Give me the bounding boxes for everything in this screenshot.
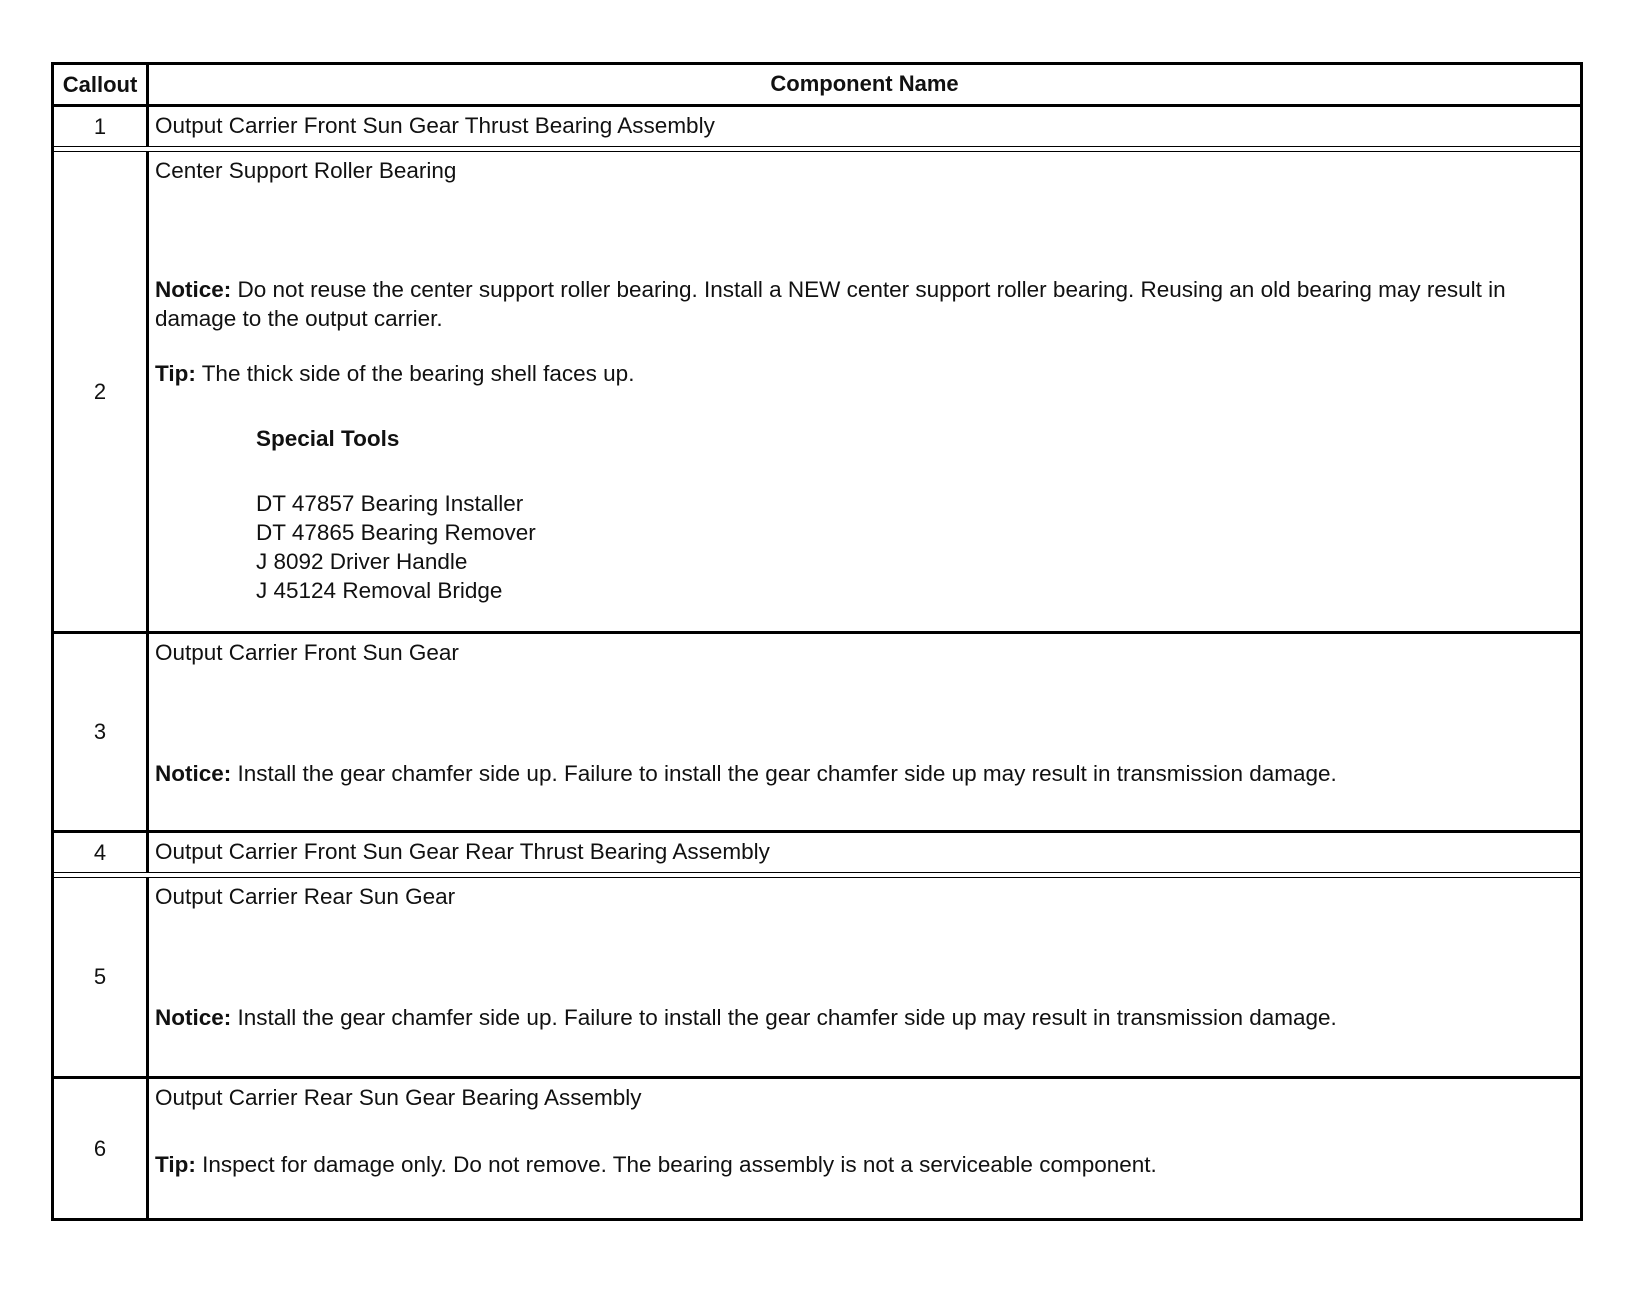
notice-label: Notice: — [155, 1005, 232, 1030]
table-row — [54, 1076, 1580, 1218]
tip-text: The thick side of the bearing shell faces up. — [201, 361, 635, 386]
component-name — [149, 833, 1580, 872]
component-title: Output Carrier Rear Sun Gear Bearing Assembly — [155, 1085, 642, 1110]
callout-number: 5 — [54, 878, 149, 1076]
table-row — [54, 631, 1580, 830]
notice-text: Install the gear chamfer side up. Failure to install the gear chamfer side up may result in transmission damage. — [237, 1005, 1337, 1030]
tip-label: Tip: — [155, 361, 196, 386]
callout-number: 6 — [54, 1079, 149, 1218]
callout-number: 4 — [54, 833, 149, 872]
tool-item: DT 47865 Bearing Remover — [256, 520, 536, 545]
component-title: Output Carrier Front Sun Gear — [155, 640, 459, 665]
table-row — [54, 877, 1580, 1076]
tool-item: J 45124 Removal Bridge — [256, 578, 503, 603]
notice-paragraph — [155, 275, 1570, 333]
special-tools-block — [155, 424, 1570, 605]
notice-label: Notice: — [155, 761, 232, 786]
component-title: Output Carrier Front Sun Gear Rear Thrust Bearing Assembly — [155, 839, 770, 864]
callout-number: 3 — [54, 634, 149, 830]
tip-paragraph — [155, 1150, 1570, 1179]
table-header-row — [54, 62, 1580, 104]
tool-item: DT 47857 Bearing Installer — [256, 491, 524, 516]
table-row — [54, 830, 1580, 872]
notice-text: Install the gear chamfer side up. Failure to install the gear chamfer side up may result in transmission damage. — [237, 761, 1337, 786]
component-name-column-header: Component Name — [770, 71, 959, 96]
component-title: Output Carrier Rear Sun Gear — [155, 884, 456, 909]
component-table — [51, 62, 1583, 1221]
table-row — [54, 151, 1580, 631]
callout-number: 1 — [54, 107, 149, 146]
component-name — [149, 107, 1580, 146]
notice-text: Do not reuse the center support roller bearing. Install a NEW center support roller bearing. Reusing an old bearing may result in damage to the output carrier. — [155, 277, 1506, 331]
table-row — [54, 104, 1580, 146]
component-title: Output Carrier Front Sun Gear Thrust Bearing Assembly — [155, 113, 715, 138]
component-name — [149, 878, 1580, 1076]
component-name — [149, 1079, 1580, 1218]
notice-paragraph — [155, 1003, 1570, 1032]
tool-item: J 8092 Driver Handle — [256, 549, 468, 574]
tip-text: Inspect for damage only. Do not remove. The bearing assembly is not a serviceable component. — [202, 1152, 1157, 1177]
callout-number: 2 — [54, 152, 149, 631]
component-name — [149, 634, 1580, 830]
tip-label: Tip: — [155, 1152, 196, 1177]
tip-paragraph — [155, 359, 1570, 388]
special-tools-title: Special Tools — [256, 426, 400, 451]
notice-paragraph — [155, 759, 1570, 788]
notice-label: Notice: — [155, 277, 232, 302]
component-title: Center Support Roller Bearing — [155, 158, 457, 183]
component-name — [149, 152, 1580, 631]
callout-column-header: Callout — [54, 65, 149, 104]
